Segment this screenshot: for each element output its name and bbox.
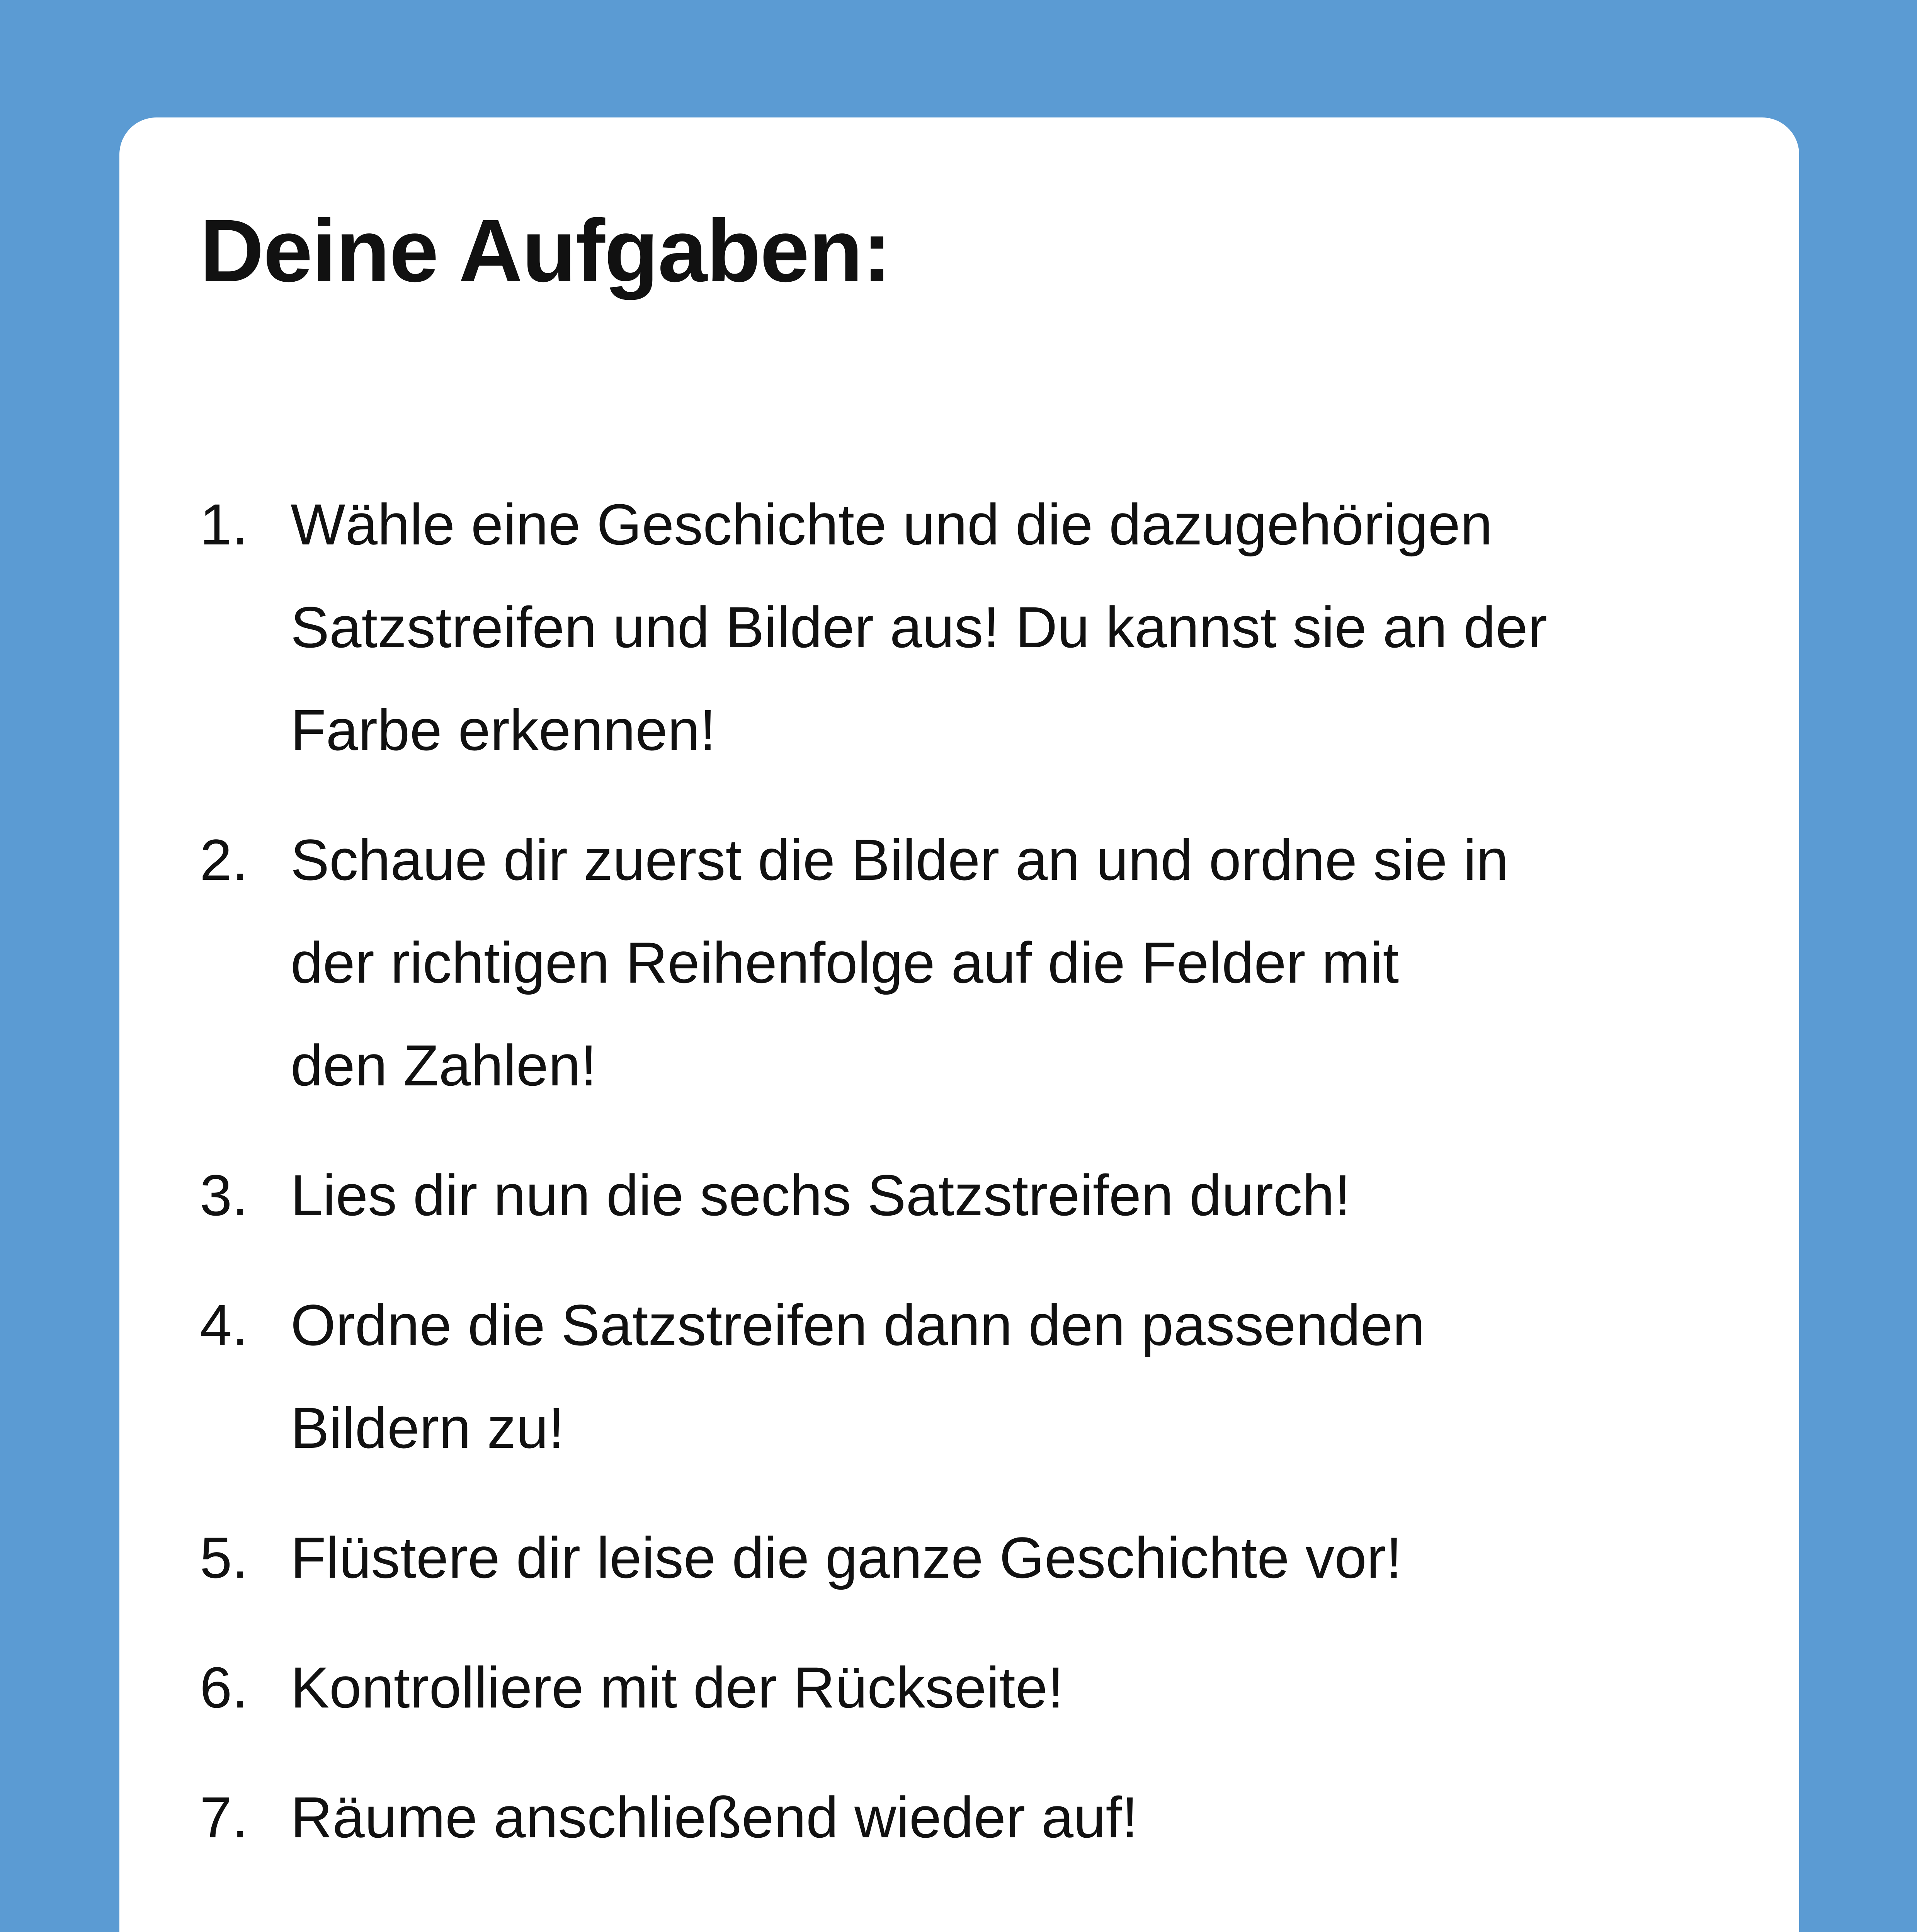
task-text [291,1636,1745,1739]
task-item [200,473,1745,781]
task-line: Ordne die Satzstreifen dann den passenden [291,1293,1425,1357]
task-line: Bildern zu! [291,1395,565,1460]
task-item [200,1144,1745,1247]
task-number: 3. [200,1163,248,1228]
task-line: Farbe erkennen! [291,697,716,762]
task-number: 6. [200,1655,248,1720]
task-text [291,1274,1745,1479]
task-text [291,473,1745,781]
task-item [200,1274,1745,1479]
task-line: Kontrolliere mit der Rückseite! [291,1655,1064,1720]
task-line: der richtigen Reihenfolge auf die Felder mit [291,930,1399,995]
task-text [291,1506,1745,1609]
task-line: Räume anschließend wieder auf! [291,1785,1138,1850]
task-number: 5. [200,1525,248,1590]
task-number: 1. [200,492,248,557]
task-line: Wähle eine Geschichte und die dazugehörigen [291,492,1493,557]
task-text [291,1766,1745,1869]
task-line: Flüstere dir leise die ganze Geschichte vor! [291,1525,1402,1590]
task-text [291,1144,1745,1247]
task-card [119,117,1799,1932]
page-title: Deine Aufgaben: [200,201,891,300]
task-number: 7. [200,1785,248,1850]
task-number: 4. [200,1293,248,1357]
task-item [200,1766,1745,1869]
task-number: 2. [200,827,248,892]
task-list [200,473,1745,1896]
task-text [291,808,1745,1117]
task-item [200,1506,1745,1609]
task-line: Lies dir nun die sechs Satzstreifen durch! [291,1163,1351,1228]
task-line: Satzstreifen und Bilder aus! Du kannst sie an der [291,595,1547,660]
task-line: Schaue dir zuerst die Bilder an und ordne sie in [291,827,1509,892]
task-item [200,808,1745,1117]
task-item [200,1636,1745,1739]
task-line: den Zahlen! [291,1033,597,1098]
